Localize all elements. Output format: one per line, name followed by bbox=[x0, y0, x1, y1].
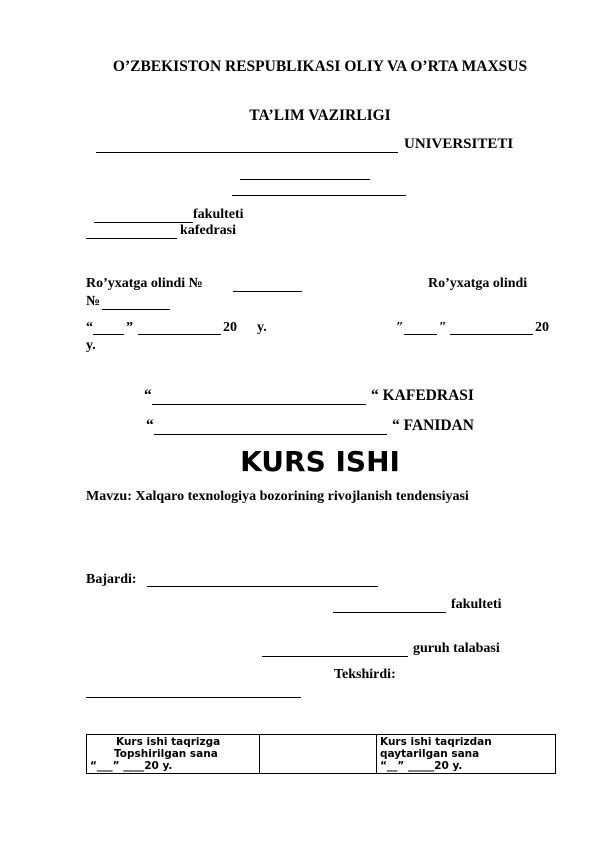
right-date-month-blank bbox=[450, 334, 533, 335]
registration-left-label: Ro’yxatga olindi № bbox=[86, 276, 203, 291]
group-blank bbox=[262, 656, 408, 657]
review-stamp-table bbox=[86, 734, 556, 774]
left-date-year-prefix: 20 bbox=[223, 320, 237, 335]
fan-open-quote: “ bbox=[146, 417, 154, 434]
registration-right-number-blank bbox=[102, 309, 170, 310]
kafedra-open-quote: “ bbox=[144, 387, 152, 404]
right-date-open-quote: ″ bbox=[396, 320, 404, 335]
kafedra-label: “ KAFEDRASI bbox=[371, 387, 474, 404]
ministry-title-line1: O’ZBEKISTON RESPUBLIKASI OLIY VA O’RTA MAXSUS bbox=[112, 58, 528, 75]
left-date-month-blank bbox=[138, 334, 221, 335]
left-date-close-quote: ” bbox=[126, 320, 133, 335]
returned-date: “__” _____20 y. bbox=[380, 760, 463, 772]
group-student-label: guruh talabasi bbox=[413, 641, 500, 656]
returned-from-review-cell bbox=[377, 735, 556, 774]
registration-right-label: Ro’yxatga olindi bbox=[428, 276, 528, 291]
left-date-day-blank bbox=[93, 334, 124, 335]
middle-empty-cell bbox=[260, 735, 377, 774]
returned-line2: qaytarilgan sana bbox=[380, 748, 480, 760]
right-date-year-prefix: 20 bbox=[535, 320, 549, 335]
ministry-title-line2: TA’LIM VAZIRLIGI bbox=[249, 107, 391, 124]
returned-line1: Kurs ishi taqrizdan bbox=[380, 736, 492, 748]
university-label: UNIVERSITETI bbox=[404, 136, 514, 152]
registration-right-number-sign: № bbox=[86, 294, 101, 309]
performed-by-blank bbox=[147, 586, 378, 587]
left-date-year-suffix: y. bbox=[257, 320, 267, 335]
signature-faculty-label: fakulteti bbox=[451, 597, 502, 612]
fan-name-blank bbox=[154, 434, 387, 435]
university-name-blank bbox=[96, 152, 398, 153]
faculty-blank bbox=[94, 222, 193, 223]
fan-label: “ FANIDAN bbox=[392, 417, 474, 434]
kafedra-name-blank bbox=[152, 404, 366, 405]
right-date-year-suffix: y. bbox=[86, 338, 96, 353]
submitted-line2: Topshirilgan sana bbox=[114, 748, 218, 760]
right-date-close-quote: ″ bbox=[439, 320, 447, 335]
department-label: kafedrasi bbox=[180, 223, 236, 238]
checked-by-label: Tekshirdi: bbox=[334, 667, 396, 682]
department-blank bbox=[86, 238, 177, 239]
document-title: KURS ISHI bbox=[240, 445, 400, 478]
blank-line-2 bbox=[232, 195, 406, 196]
performed-by-label: Bajardi: bbox=[86, 572, 137, 587]
registration-left-number-blank bbox=[233, 291, 302, 292]
left-date-open-quote: “ bbox=[86, 320, 93, 335]
right-date-day-blank bbox=[404, 334, 437, 335]
faculty-label: fakulteti bbox=[193, 207, 244, 222]
submitted-date: “___” ____20 y. bbox=[90, 760, 173, 772]
checked-by-blank bbox=[86, 697, 301, 698]
signature-faculty-blank bbox=[333, 612, 446, 613]
topic-text: Mavzu: Xalqaro texnologiya bozorining rivojlanish tendensiyasi bbox=[86, 489, 469, 504]
submitted-line1: Kurs ishi taqrizga bbox=[116, 736, 221, 748]
blank-line-1 bbox=[240, 179, 370, 180]
submitted-for-review-cell bbox=[87, 735, 260, 774]
